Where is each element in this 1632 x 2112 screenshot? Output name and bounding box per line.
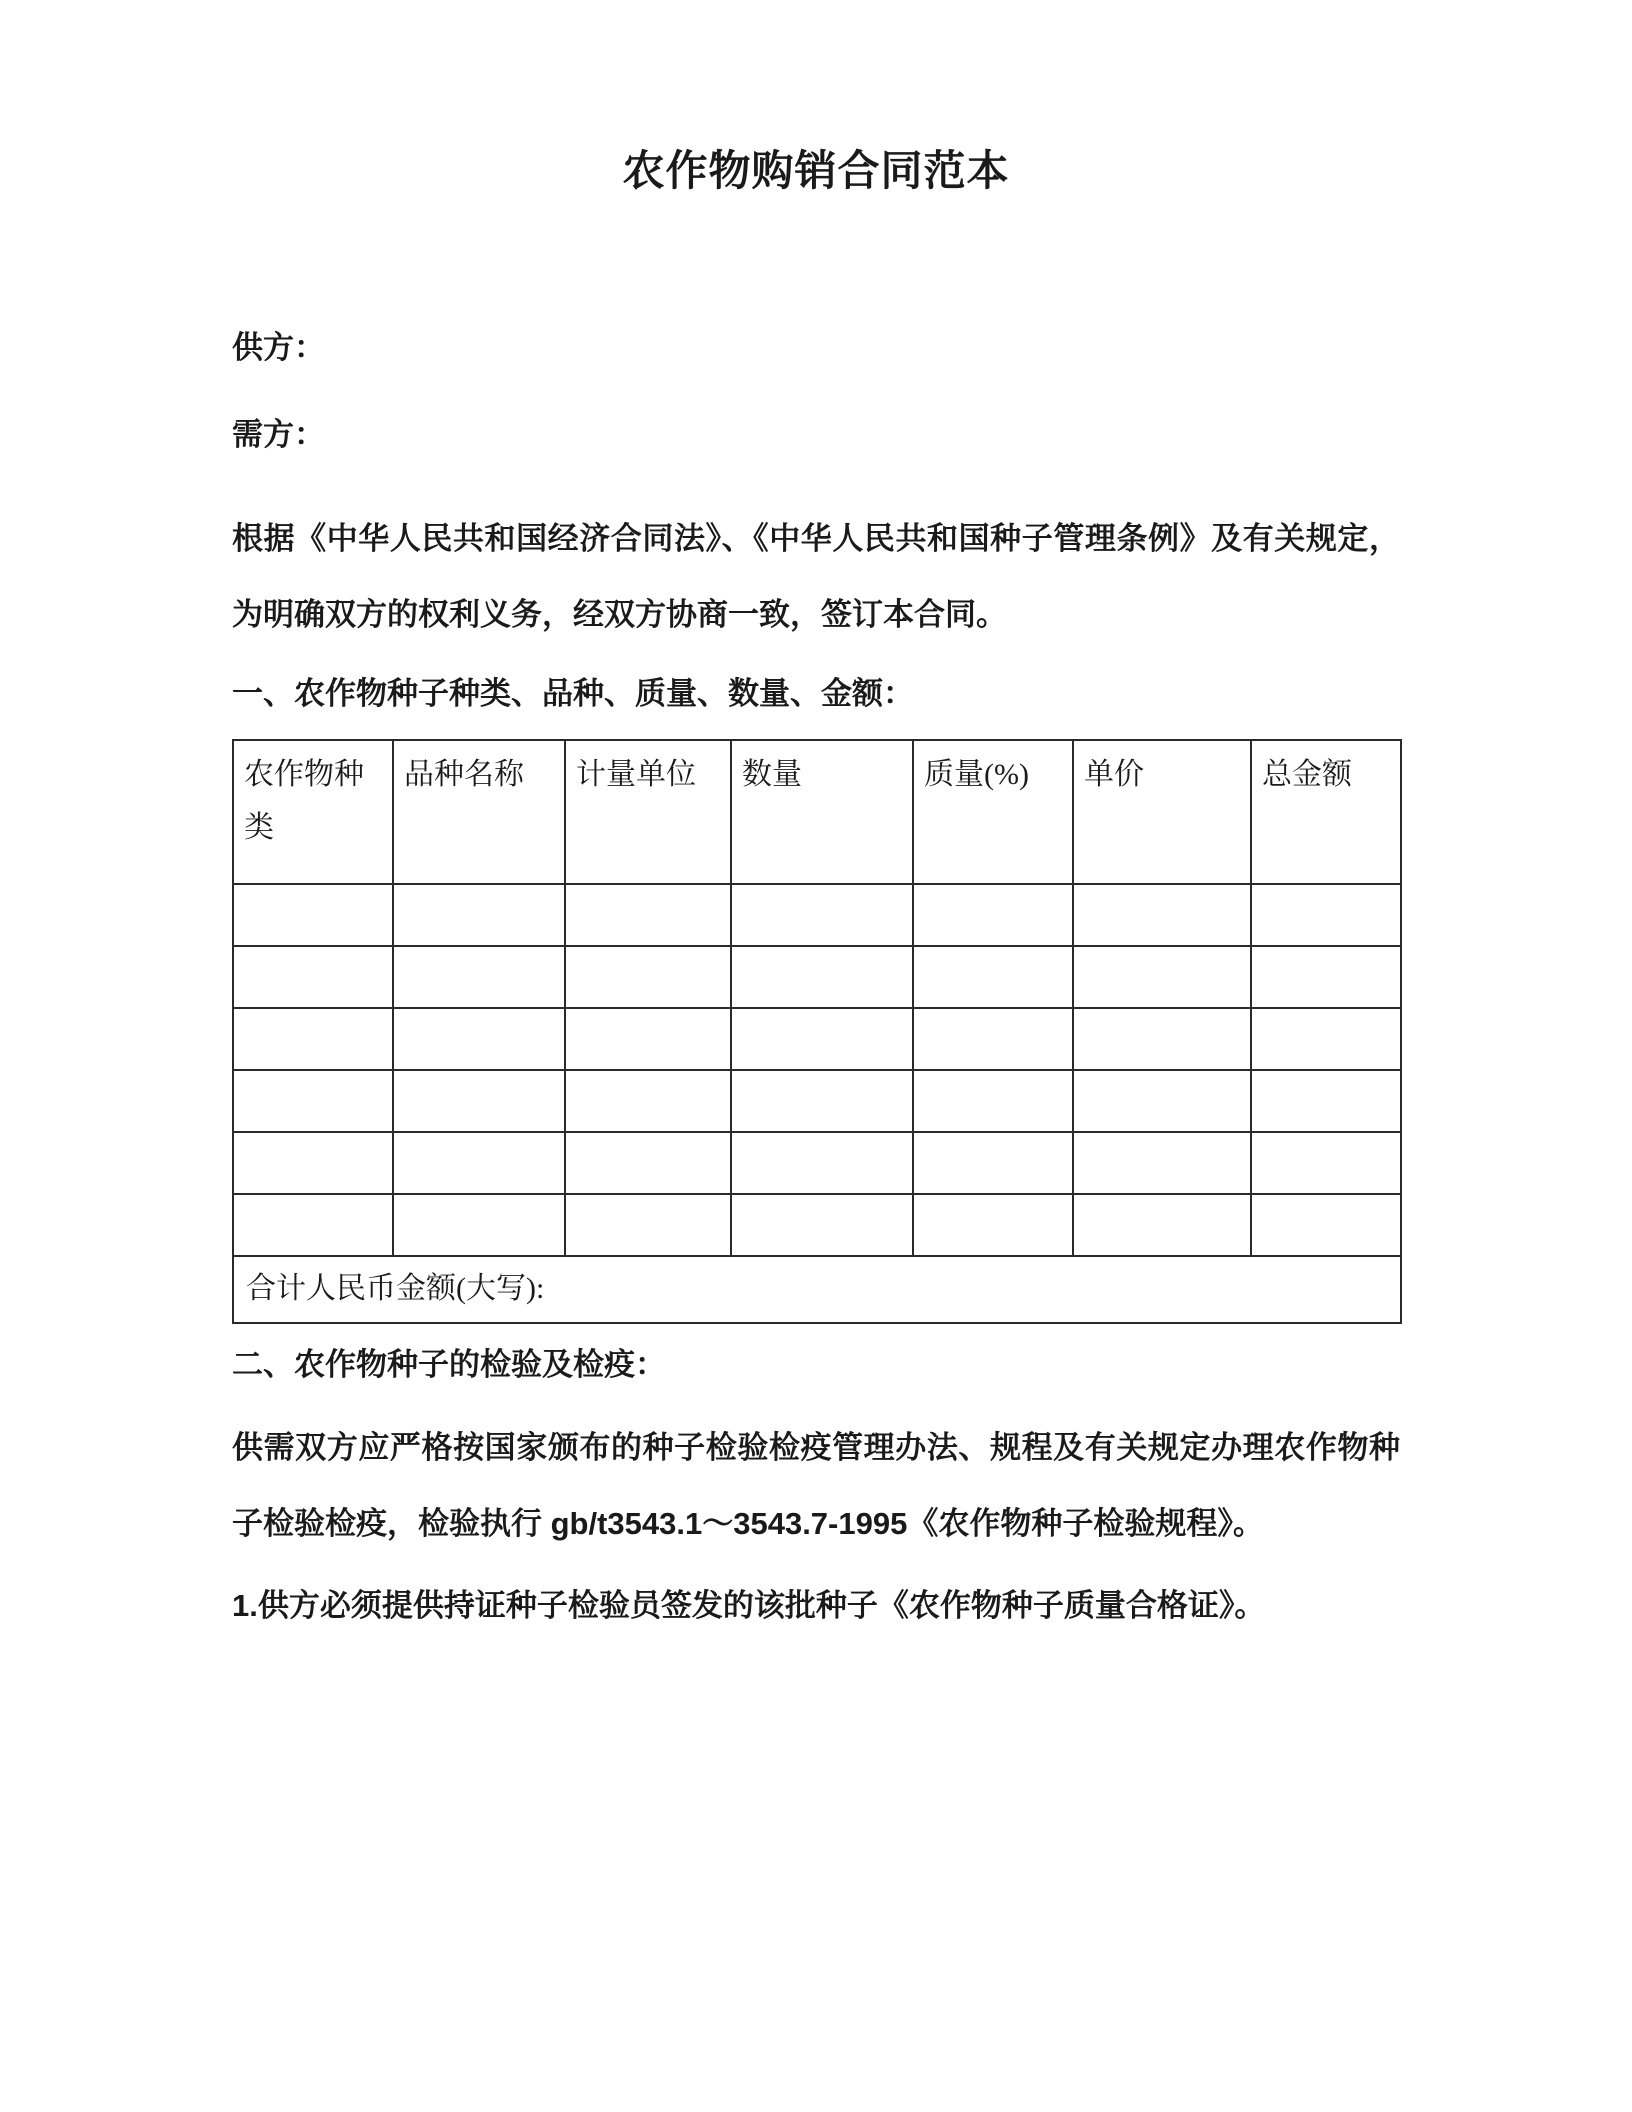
intro-paragraph: 根据《中华人民共和国经济合同法》、《中华人民共和国种子管理条例》及有关规定，为明确双方的权利义务，经双方协商一致，签订本合同。	[232, 520, 1400, 632]
section2-item1: 1.供方必须提供持证种子检验员签发的该批种子《农作物种子质量合格证》。	[232, 1588, 1266, 1624]
table-empty-cell	[565, 884, 731, 946]
table-empty-cell	[233, 1194, 393, 1256]
table-empty-cell	[731, 884, 913, 946]
table-empty-cell	[233, 946, 393, 1008]
seed-table-body	[233, 740, 1401, 1323]
table-empty-cell	[233, 884, 393, 946]
table-empty-cell	[393, 1008, 565, 1070]
section2-heading: 二、农作物种子的检验及检疫：	[232, 1346, 666, 1382]
table-header-row	[233, 740, 1401, 884]
table-empty-cell	[913, 884, 1073, 946]
table-empty-cell	[913, 1132, 1073, 1194]
table-header-variety-name: 品种名称	[393, 740, 565, 884]
table-empty-cell	[913, 1194, 1073, 1256]
table-footer-total-label: 合计人民币金额(大写):	[233, 1256, 1401, 1323]
table-empty-cell	[1251, 1008, 1401, 1070]
table-empty-cell	[233, 1008, 393, 1070]
table-empty-cell	[731, 1070, 913, 1132]
table-header-total-amount: 总金额	[1251, 740, 1401, 884]
table-empty-row	[233, 1132, 1401, 1194]
table-empty-cell	[565, 946, 731, 1008]
table-empty-cell	[393, 1132, 565, 1194]
table-empty-cell	[731, 1132, 913, 1194]
table-empty-row	[233, 1070, 1401, 1132]
table-empty-row	[233, 1008, 1401, 1070]
table-header-unit: 计量单位	[565, 740, 731, 884]
table-empty-cell	[1073, 1008, 1251, 1070]
table-empty-cell	[565, 1008, 731, 1070]
table-header-quantity: 数量	[731, 740, 913, 884]
table-empty-cell	[913, 1070, 1073, 1132]
table-empty-cell	[1073, 1070, 1251, 1132]
table-header-quality: 质量(%)	[913, 740, 1073, 884]
table-empty-row	[233, 884, 1401, 946]
buyer-line: 需方：	[232, 417, 325, 453]
table-empty-cell	[1251, 884, 1401, 946]
table-empty-cell	[913, 1008, 1073, 1070]
table-empty-cell	[233, 1132, 393, 1194]
table-empty-cell	[393, 1194, 565, 1256]
table-empty-cell	[731, 946, 913, 1008]
table-empty-cell	[1073, 946, 1251, 1008]
table-empty-cell	[1251, 1070, 1401, 1132]
table-empty-cell	[1251, 1132, 1401, 1194]
table-header-crop-type: 农作物种类	[233, 740, 393, 884]
table-empty-row	[233, 946, 1401, 1008]
table-empty-cell	[1073, 884, 1251, 946]
table-empty-cell	[393, 884, 565, 946]
table-footer-row	[233, 1256, 1401, 1323]
table-empty-cell	[1251, 1194, 1401, 1256]
table-empty-cell	[565, 1132, 731, 1194]
table-empty-cell	[393, 1070, 565, 1132]
supplier-line: 供方：	[232, 330, 325, 365]
table-empty-cell	[731, 1194, 913, 1256]
page-title: 农作物购销合同范本	[622, 147, 1010, 194]
table-empty-cell	[1073, 1194, 1251, 1256]
table-empty-cell	[1073, 1132, 1251, 1194]
table-empty-cell	[565, 1070, 731, 1132]
section2-paragraph: 供需双方应严格按国家颁布的种子检验检疫管理办法、规程及有关规定办理农作物种子检验检疫，检验执行 gb/t3543.1～3543.7-1995《农作物种子检验规程》。	[232, 1430, 1400, 1542]
table-empty-cell	[565, 1194, 731, 1256]
section1-heading: 一、农作物种子种类、品种、质量、数量、金额：	[232, 675, 914, 711]
table-empty-cell	[1251, 946, 1401, 1008]
table-empty-cell	[393, 946, 565, 1008]
seed-table	[232, 739, 1402, 1324]
table-empty-cell	[913, 946, 1073, 1008]
table-header-unit-price: 单价	[1073, 740, 1251, 884]
table-empty-cell	[731, 1008, 913, 1070]
table-empty-cell	[233, 1070, 393, 1132]
table-empty-row	[233, 1194, 1401, 1256]
